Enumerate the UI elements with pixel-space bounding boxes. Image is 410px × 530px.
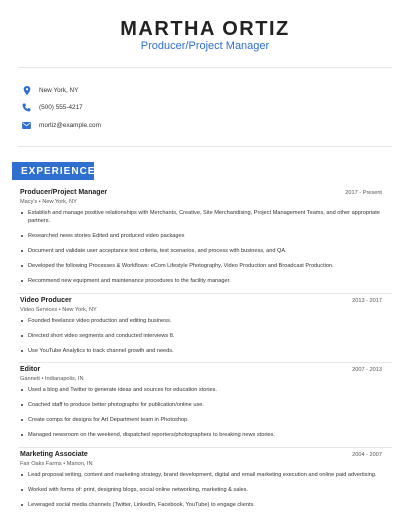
location-pin-icon [22, 86, 31, 95]
contact-phone [22, 100, 83, 114]
job-title: Producer/Project Manager [20, 189, 108, 196]
job-dates: 2017 - Present [345, 190, 382, 196]
job-bullets [20, 471, 382, 509]
bullet-item: Coached staff to produce better photographs for publication/online use. [20, 401, 382, 409]
bullet-item: Use YouTube Analytics to track channel growth and needs. [20, 347, 382, 355]
phone-icon [22, 103, 31, 112]
job-company: Video Services • New York, NY [20, 307, 97, 313]
bullet-item: Recommend new equipment and maintenance procedures to the facility manager. [20, 277, 382, 285]
contact-email [22, 118, 101, 132]
job-company: Gannett • Indianapolis, IN [20, 376, 84, 382]
phone-text: (500) 555-4217 [39, 103, 83, 111]
experience-section-heading: EXPERIENCE [12, 162, 94, 180]
job-divider [18, 362, 392, 363]
job-company: Fair Oaks Farms • Marion, IN [20, 461, 93, 467]
job-divider [18, 293, 392, 294]
contact-divider [18, 146, 392, 147]
job-bullets [20, 317, 382, 355]
job-divider [18, 447, 392, 448]
email-icon [22, 121, 31, 130]
candidate-title: Producer/Project Manager [140, 40, 270, 52]
bullet-item: Establish and manage positive relationships with Merchants, Creative, Site Merchandising, Project Management Teams, and other appropriate partners. [20, 209, 382, 225]
contact-location [22, 83, 78, 97]
bullet-item: Directed short video segments and conducted interviews 8. [20, 332, 382, 340]
job-entry [20, 297, 382, 362]
job-entry [20, 366, 382, 446]
bullet-item: Leveraged social media channels (Twitter, LinkedIn, Facebook, YouTube) to engage clients. [20, 501, 382, 509]
bullet-item: Founded freelance video production and editing business. [20, 317, 382, 325]
job-entry [20, 189, 382, 292]
bullet-item: Worked with forms of: print, designing blogs, social online networking, marketing & sales. [20, 486, 382, 494]
job-dates: 2004 - 2007 [352, 452, 382, 458]
job-company: Macy's • New York, NY [20, 199, 77, 205]
bullet-item: Create comps for designs for Art Department team in Photoshop. [20, 416, 382, 424]
email-text: mortiz@example.com [39, 121, 101, 129]
bullet-item: Lead proposal writing, content and marketing strategy, brand development, digital and email marketing execution and online paid advertising. [20, 471, 382, 479]
header-divider [18, 67, 392, 68]
job-bullets [20, 386, 382, 439]
job-dates: 2007 - 2013 [352, 367, 382, 373]
bullet-item: Managed newsroom on the weekend, dispatched reporters/photographers to breaking news stories. [20, 431, 382, 439]
bullet-item: Researched news stories Edited and produced video packages [20, 232, 382, 240]
location-text: New York, NY [39, 86, 79, 94]
job-title: Video Producer [20, 297, 72, 304]
candidate-name: MARTHA ORTIZ [120, 18, 290, 40]
job-title: Editor [20, 366, 41, 373]
job-bullets [20, 209, 382, 285]
bullet-item: Used a blog and Twitter to generate ideas and sources for education stories. [20, 386, 382, 394]
job-entry [20, 451, 382, 516]
bullet-item: Document and validate user acceptance test criteria, test scenarios, and process with business, and QA. [20, 247, 382, 255]
bullet-item: Developed the following Processes & Workflows: eCom Lifestyle Photography, Video Production and Broadcast Production. [20, 262, 382, 270]
job-dates: 2013 - 2017 [352, 298, 382, 304]
job-title: Marketing Associate [20, 451, 88, 458]
